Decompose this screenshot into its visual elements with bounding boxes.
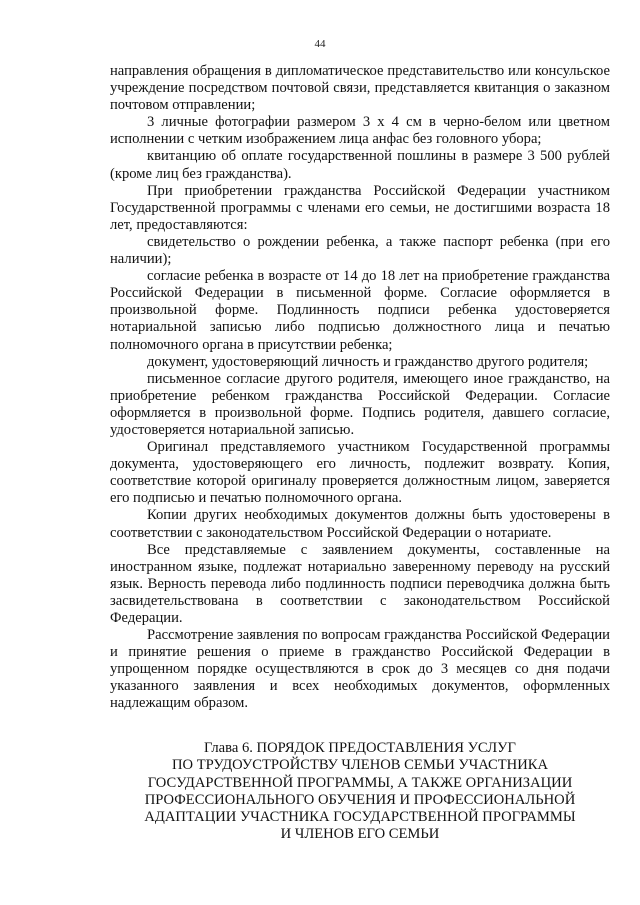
chapter-heading-line: ГОСУДАРСТВЕННОЙ ПРОГРАММЫ, А ТАКЖЕ ОРГАНИЗАЦИИ: [147, 774, 573, 791]
chapter-heading-line: ПРОФЕССИОНАЛЬНОГО ОБУЧЕНИЯ И ПРОФЕССИОНАЛЬНОЙ: [144, 791, 576, 808]
chapter-heading: [110, 740, 610, 844]
paragraph: согласие ребенка в возрасте от 14 до 18 лет на приобретение гражданства Российской Федерации в письменной форме. Согласие оформляется в произвольной форме. Подлинность подписи ребенка удостоверяется нотариальной записью либо подписью должностного лица и печатью полномочного органа в присутствии ребенка;: [110, 268, 610, 353]
paragraph: письменное согласие другого родителя, имеющего иное гражданство, на приобретение ребенком гражданства Российской Федерации. Согласие оформляется в произвольной форме. Подпись родителя, давшего согласие, удостоверяется нотариальной записью.: [110, 370, 610, 438]
paragraph: направления обращения в дипломатическое представительство или консульское учреждение посредством почтовой связи, представляется квитанция о заказном почтовом отправлении;: [110, 63, 610, 114]
paragraph: При приобретении гражданства Российской Федерации участником Государственной программы с членами его семьи, не достигшими возраста 18 лет, предоставляются:: [110, 182, 610, 233]
paragraph: квитанцию об оплате государственной пошлины в размере 3 500 рублей (кроме лиц без гражданства).: [110, 148, 610, 182]
chapter-heading-line: ПО ТРУДОУСТРОЙСТВУ ЧЛЕНОВ СЕМЬИ УЧАСТНИКА: [171, 757, 549, 774]
paragraph: 3 личные фотографии размером 3 х 4 см в черно-белом или цветном исполнении с четким изображением лица анфас без головного убора;: [110, 114, 610, 148]
chapter-heading-line: И ЧЛЕНОВ ЕГО СЕМЬИ: [280, 826, 440, 843]
chapter-heading-line: АДАПТАЦИИ УЧАСТНИКА ГОСУДАРСТВЕННОЙ ПРОГРАММЫ: [144, 809, 576, 826]
body-text: [110, 63, 610, 713]
paragraph: Копии других необходимых документов должны быть удостоверены в соответствии с законодательством Российской Федерации о нотариате.: [110, 507, 610, 541]
chapter-heading-line: Глава 6. ПОРЯДОК ПРЕДОСТАВЛЕНИЯ УСЛУГ: [204, 740, 516, 756]
page-number: 44: [314, 38, 326, 50]
paragraph: документ, удостоверяющий личность и гражданство другого родителя;: [147, 353, 589, 370]
paragraph: Рассмотрение заявления по вопросам гражданства Российской Федерации и принятие решения о приеме в гражданство Российской Федерации в упрощенном порядке осуществляются в срок до 3 месяцев со дня подачи указанного заявления и всех необходимых документов, оформленных надлежащим образом.: [110, 627, 610, 712]
paragraph: свидетельство о рождении ребенка, а также паспорт ребенка (при его наличии);: [110, 233, 610, 268]
paragraph: Оригинал представляемого участником Государственной программы документа, удостоверяющего его личность, подлежит возврату. Копия, соответствие которой оригиналу проверяется должностным лицом, заверяется его подписью и печатью полномочного органа.: [110, 439, 610, 507]
paragraph: Все представляемые с заявлением документы, составленные на иностранном языке, подлежат нотариально заверенному переводу на русский язык. Верность перевода либо подлинность подписи переводчика должна быть засвидетельствована в соответствии с законодательством Российской Федерации.: [110, 541, 610, 626]
